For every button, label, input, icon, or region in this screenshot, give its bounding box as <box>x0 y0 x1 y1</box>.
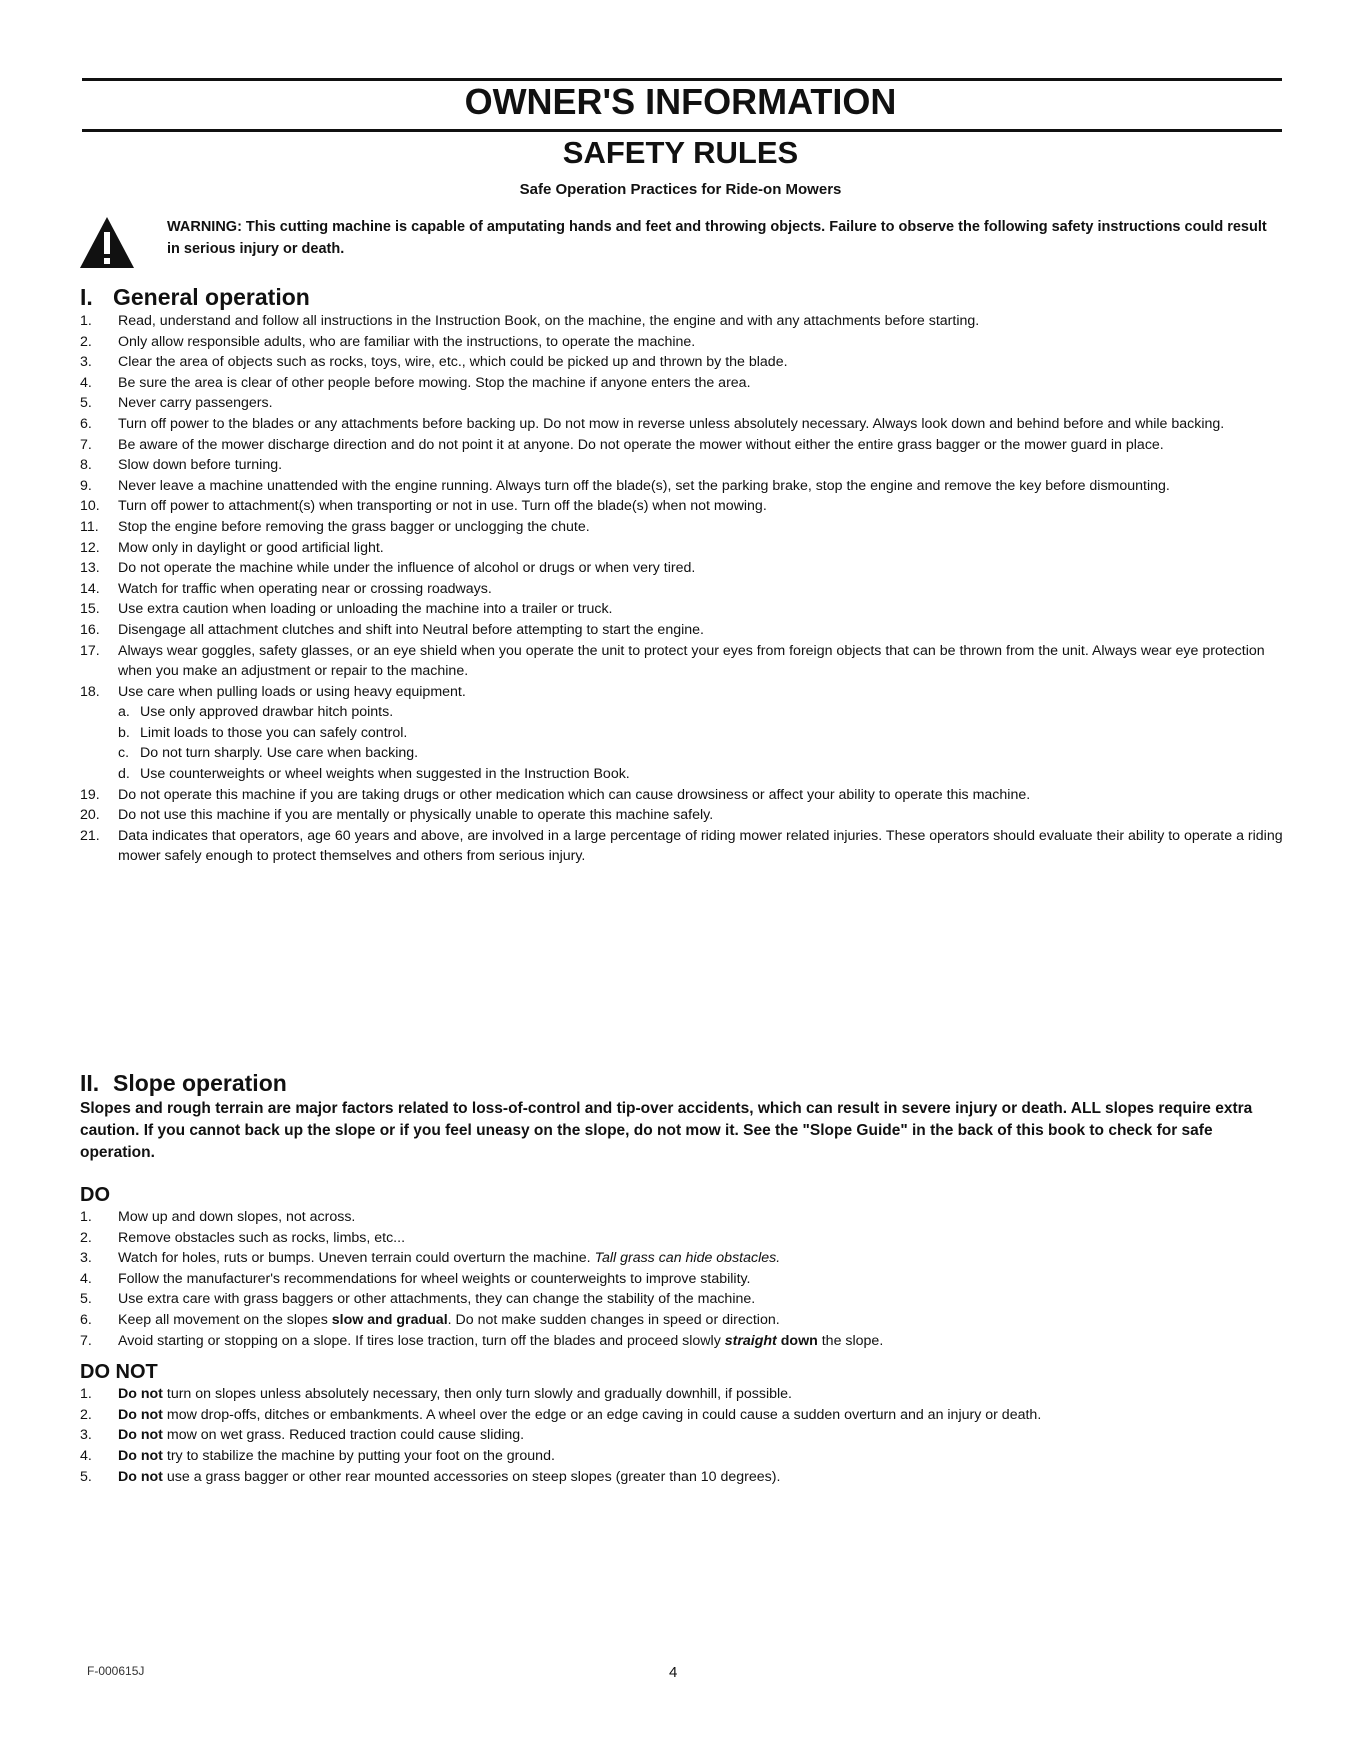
item-number: 1. <box>80 1209 92 1225</box>
item-text: Turn off power to the blades or any attachments before backing up. Do not mow in reverse unless absolutely necessary. Always look down and behind before and while backing. <box>118 415 1225 432</box>
item-letter: b. <box>118 724 130 741</box>
item-number: 16. <box>80 621 100 638</box>
item-text: Watch for traffic when operating near or crossing roadways. <box>118 580 492 597</box>
item-text: Mow up and down slopes, not across. <box>118 1209 356 1225</box>
item-number: 19. <box>80 786 100 803</box>
item-emphasis: Tall grass can hide obstacles. <box>594 1250 781 1267</box>
list-item <box>80 538 1285 559</box>
item-number: 2. <box>80 1406 92 1423</box>
sub-list-item <box>118 702 1285 723</box>
item-text: Do not operate this machine if you are taking drugs or other medication which can cause drowsiness or affect your ability to operate this machine. <box>118 786 1031 803</box>
item-number: 4. <box>80 1447 92 1464</box>
warning-triangle-icon <box>78 215 136 270</box>
slope-intro: Slopes and rough terrain are major factors related to loss-of-control and tip-over accidents, which can result in severe injury or death. ALL slopes require extra caution. If you cannot back up the slope or if you feel uneasy on the slope, do not mow it. See the "Slope Guide" in the back of this book to check for safe operation. <box>80 1100 1253 1161</box>
item-number: 21. <box>80 827 100 844</box>
item-text: Do not operate the machine while under the influence of alcohol or drugs or when very tired. <box>118 560 696 577</box>
item-number: 5. <box>80 395 92 412</box>
list-item <box>80 805 1285 826</box>
item-text: Disengage all attachment clutches and shift into Neutral before attempting to start the engine. <box>118 621 704 638</box>
list-item <box>80 414 1285 435</box>
item-text: mow drop-offs, ditches or embankments. A wheel over the edge or an edge caving in could cause a sudden overturn and an injury or death. <box>166 1406 1042 1423</box>
section-heading-text: General operation <box>113 284 310 310</box>
item-number: 3. <box>80 354 92 371</box>
item-text: Use extra care with grass baggers or other attachments, they can change the stability of the machine. <box>118 1291 756 1308</box>
list-item <box>80 1248 1285 1269</box>
item-text: try to stabilize the machine by putting your foot on the ground. <box>166 1447 555 1464</box>
sub-list <box>118 702 1285 784</box>
title-rule <box>82 129 1282 132</box>
list-item <box>80 682 1285 785</box>
sub-list-item <box>118 764 1285 785</box>
list-item <box>80 1384 1285 1405</box>
list-item <box>80 476 1285 497</box>
item-number: 1. <box>80 1386 92 1403</box>
item-text: use a grass bagger or other rear mounted accessories on steep slopes (greater than 10 degrees). <box>166 1468 781 1485</box>
item-text: Data indicates that operators, age 60 years and above, are involved in a large percentage of riding mower related injuries. These operators should evaluate their ability to operate a riding mower safely enough to protect themselves and others from serious injury. <box>118 827 1283 865</box>
item-emphasis: Do not <box>118 1468 163 1485</box>
page-subtitle: Safe Operation Practices for Ride-on Mowers <box>519 181 842 198</box>
item-text: Use counterweights or wheel weights when suggested in the Instruction Book. <box>140 766 630 783</box>
item-number: 18. <box>80 683 100 700</box>
item-number: 5. <box>80 1291 92 1308</box>
item-number: 3. <box>80 1250 92 1267</box>
section-number: II. <box>80 1070 100 1096</box>
item-number: 7. <box>80 436 92 453</box>
item-text: Read, understand and follow all instructions in the Instruction Book, on the machine, the engine and with any attachments before starting. <box>118 313 980 329</box>
general-operation-section <box>80 283 1285 867</box>
item-text: Use only approved drawbar hitch points. <box>140 704 394 721</box>
do-not-heading: DO NOT <box>80 1361 158 1384</box>
item-emphasis: down <box>780 1332 818 1349</box>
slope-operation-heading <box>80 1069 1285 1097</box>
item-number: 2. <box>80 333 92 350</box>
list-item <box>80 517 1285 538</box>
slope-operation-section <box>80 1069 1285 1487</box>
list-item <box>80 332 1285 353</box>
item-number: 17. <box>80 642 100 659</box>
item-text: Stop the engine before removing the grass bagger or unclogging the chute. <box>118 518 590 535</box>
list-item <box>80 1310 1285 1331</box>
item-number: 20. <box>80 807 100 824</box>
list-item <box>80 785 1285 806</box>
warning-block <box>78 215 1288 275</box>
do-not-list <box>80 1384 1285 1487</box>
list-item <box>80 496 1285 517</box>
item-text: mow on wet grass. Reduced traction could cause sliding. <box>166 1427 525 1444</box>
item-text: Do not use this machine if you are mentally or physically unable to operate this machine safely. <box>118 807 714 824</box>
item-number: 4. <box>80 374 92 391</box>
list-item <box>80 1425 1285 1446</box>
item-emphasis: Do not <box>118 1406 163 1423</box>
item-number: 9. <box>80 477 92 494</box>
general-operation-list <box>80 311 1285 867</box>
list-item <box>80 311 1285 332</box>
list-item <box>80 455 1285 476</box>
list-item <box>80 1207 1285 1228</box>
item-text: Never carry passengers. <box>118 395 273 412</box>
item-text: Limit loads to those you can safely control. <box>140 724 408 741</box>
item-text: Be aware of the mower discharge direction and do not point it at anyone. Do not operate the mower without either the entire grass bagger or the mower guard in place. <box>118 436 1164 453</box>
warning-text: WARNING: This cutting machine is capable of amputating hands and feet and throwing objects. Failure to observe the following safety instructions could result in serious injury or death. <box>167 219 1267 257</box>
item-text: Turn off power to attachment(s) when transporting or not in use. Turn off the blade(s) when not mowing. <box>118 498 767 515</box>
item-number: 2. <box>80 1229 92 1246</box>
item-emphasis: Do not <box>118 1386 163 1403</box>
item-number: 8. <box>80 457 92 474</box>
item-text: Clear the area of objects such as rocks, toys, wire, etc., which could be picked up and thrown by the blade. <box>118 354 788 371</box>
list-item <box>80 641 1285 682</box>
item-number: 7. <box>80 1332 92 1349</box>
item-text: . Do not make sudden changes in speed or direction. <box>447 1311 780 1328</box>
list-item <box>80 1405 1285 1426</box>
item-text: Use extra caution when loading or unloading the machine into a trailer or truck. <box>118 601 613 618</box>
list-item <box>80 1228 1285 1249</box>
list-item <box>80 826 1285 867</box>
item-text: Mow only in daylight or good artificial light. <box>118 539 384 556</box>
list-item <box>80 599 1285 620</box>
sub-list-item <box>118 723 1285 744</box>
do-heading: DO <box>80 1184 110 1206</box>
item-text: Use care when pulling loads or using heavy equipment. <box>118 683 466 700</box>
item-letter: d. <box>118 766 130 783</box>
list-item <box>80 1331 1285 1352</box>
item-letter: a. <box>118 704 130 721</box>
item-emphasis: Do not <box>118 1447 163 1464</box>
item-text: Always wear goggles, safety glasses, or an eye shield when you operate the unit to protect your eyes from foreign objects that can be thrown from the unit. Always wear eye protection when you make an adjustment or repair to the machine. <box>118 642 1265 680</box>
document-code: F-000615J <box>87 1664 145 1678</box>
item-number: 13. <box>80 560 100 577</box>
list-item <box>80 393 1285 414</box>
item-text: Only allow responsible adults, who are familiar with the instructions, to operate the machine. <box>118 333 696 350</box>
do-list <box>80 1207 1285 1351</box>
page-title: SAFETY RULES <box>562 135 799 170</box>
list-item <box>80 1289 1285 1310</box>
page-number: 4 <box>669 1664 678 1681</box>
item-text: Follow the manufacturer's recommendations for wheel weights or counterweights to improve stability. <box>118 1270 751 1287</box>
item-text: Be sure the area is clear of other people before mowing. Stop the machine if anyone enters the area. <box>118 374 751 391</box>
list-item <box>80 352 1285 373</box>
list-item <box>80 558 1285 579</box>
item-number: 15. <box>80 601 100 618</box>
item-number: 10. <box>80 498 100 515</box>
item-number: 5. <box>80 1468 92 1485</box>
list-item <box>80 1467 1285 1488</box>
item-emphasis: slow and gradual <box>331 1311 448 1328</box>
list-item <box>80 1446 1285 1467</box>
item-text: Remove obstacles such as rocks, limbs, etc... <box>118 1229 406 1246</box>
item-number: 12. <box>80 539 100 556</box>
item-number: 14. <box>80 580 100 597</box>
general-operation-heading <box>80 283 1285 311</box>
item-text: the slope. <box>821 1332 884 1349</box>
item-text: Never leave a machine unattended with the engine running. Always turn off the blade(s), set the parking brake, stop the engine and remove the key before dismounting. <box>118 477 1170 494</box>
item-emphasis: Do not <box>118 1427 163 1444</box>
item-text: Avoid starting or stopping on a slope. If tires lose traction, turn off the blades and proceed slowly <box>118 1332 721 1349</box>
list-item <box>80 579 1285 600</box>
item-number: 1. <box>80 313 92 329</box>
section-number: I. <box>80 284 93 310</box>
item-number: 3. <box>80 1427 92 1444</box>
item-number: 6. <box>80 1311 92 1328</box>
item-number: 4. <box>80 1270 92 1287</box>
item-letter: c. <box>118 745 130 762</box>
item-text: Do not turn sharply. Use care when backing. <box>140 745 419 762</box>
item-number: 11. <box>80 518 99 535</box>
section-heading-text: Slope operation <box>113 1070 287 1096</box>
list-item <box>80 435 1285 456</box>
item-text: Keep all movement on the slopes <box>118 1311 328 1328</box>
item-text: turn on slopes unless absolutely necessary, then only turn slowly and gradually downhill, if possible. <box>166 1386 792 1403</box>
item-number: 6. <box>80 415 92 432</box>
item-text: Slow down before turning. <box>118 457 283 474</box>
list-item <box>80 1269 1285 1290</box>
list-item <box>80 620 1285 641</box>
sub-list-item <box>118 743 1285 764</box>
item-emphasis: straight <box>724 1332 777 1349</box>
section-title: OWNER'S INFORMATION <box>464 81 897 122</box>
list-item <box>80 373 1285 394</box>
item-text: Watch for holes, ruts or bumps. Uneven terrain could overturn the machine. <box>118 1250 591 1267</box>
